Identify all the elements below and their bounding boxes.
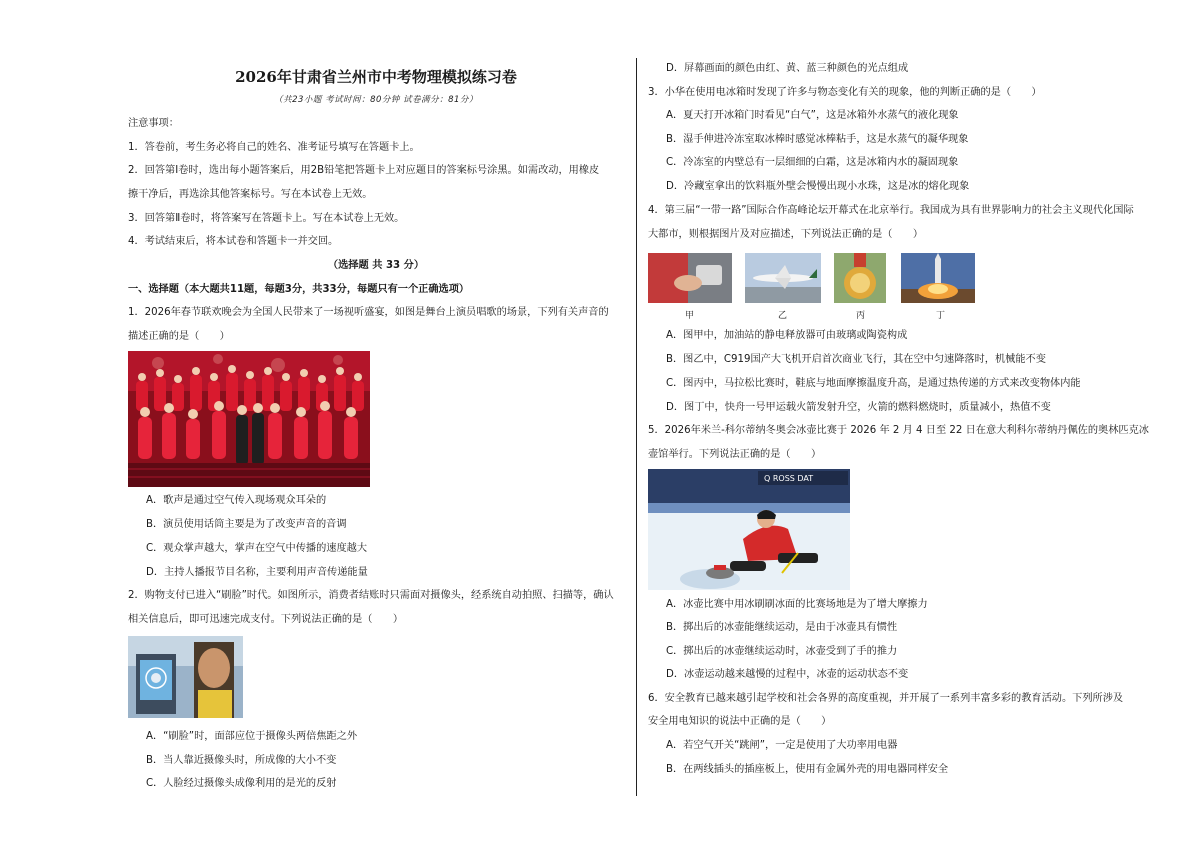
q2-option-d: D．屏幕画面的颜色由红、黄、蓝三种颜色的光点组成: [666, 63, 909, 74]
notice-item: 3．回答第Ⅱ卷时，将答案写在答题卡上。写在本试卷上无效。: [128, 213, 405, 224]
q4-option-a: A．图甲中，加油站的静电释放器可由玻璃或陶瓷构成: [666, 330, 908, 341]
q5-stem: 壶馆举行。下列说法正确的是（ ）: [648, 449, 822, 460]
q5-option-b: B．掷出后的冰壶能继续运动，是由于冰壶具有惯性: [666, 622, 898, 633]
q2-stem: 相关信息后，即可迅速完成支付。下列说法正确的是（ ）: [128, 614, 404, 625]
q4-caption-jia: 甲: [685, 311, 695, 321]
q3-option-b: B．湿手伸进冷冻室取冰棒时感觉冰棒粘手，这是水蒸气的凝华现象: [666, 134, 969, 145]
section-label: （选择题 共 33 分）: [327, 260, 425, 271]
scoreboard-text: Q ROSS DAT: [764, 474, 814, 483]
q4-caption-ding: 丁: [936, 311, 946, 321]
section-heading: 一、选择题（本大题共11题，每题3分，共33分，每题只有一个正确选项）: [128, 284, 470, 295]
notice-item: 2．回答第Ⅰ卷时，选出每小题答案后，用2B铅笔把答题卡上对应题目的答案标号涂黑。如需改动，用橡皮: [128, 165, 600, 176]
q5-option-d: D．冰壶运动越来越慢的过程中，冰壶的运动状态不变: [666, 669, 909, 680]
q5-option-c: C．掷出后的冰壶继续运动时，冰壶受到了手的推力: [666, 646, 898, 657]
q4-caption-yi: 乙: [778, 311, 788, 321]
q1-stem: 1．2026年春节联欢晚会为全国人民带来了一场视听盛宴，如图是舞台上演员唱歌的场景，下列有关声音的: [128, 307, 609, 318]
q5-option-a: A．冰壶比赛中用冰刷刷冰面的比赛场地是为了增大摩擦力: [666, 599, 928, 610]
q3-stem: 3．小华在使用电冰箱时发现了许多与物态变化有关的现象，他的判断正确的是（ ）: [648, 87, 1042, 98]
q2-stem: 2．购物支付已进入“刷脸”时代。如图所示，消费者结账时只需面对摄像头，经系统自动拍照、扫描等，确认: [128, 590, 614, 601]
notice-item: 1．答卷前，考生务必将自己的姓名、准考证号填写在答题卡上。: [128, 142, 420, 153]
notice-item: 擦干净后，再选涂其他答案标号。写在本试卷上无效。: [128, 189, 373, 200]
q2-option-b: B．当人靠近摄像头时，所成像的大小不变: [146, 755, 337, 766]
q4-caption-bing: 丙: [856, 311, 866, 321]
page-title: 2026年甘肃省兰州市中考物理模拟练习卷: [235, 68, 517, 86]
q1-option-a: A．歌声是通过空气传入现场观众耳朵的: [146, 495, 327, 506]
q5-curling-photo: [648, 469, 850, 590]
notice-item: 4．考试结束后，将本试卷和答题卡一并交回。: [128, 236, 339, 247]
q6-stem: 安全用电知识的说法中正确的是（ ）: [648, 716, 832, 727]
q1-option-c: C．观众掌声越大，掌声在空气中传播的速度越大: [146, 543, 368, 554]
column-divider: [636, 58, 637, 796]
q6-stem: 6．安全教育已越来越引起学校和社会各界的高度重视，并开展了一系列丰富多彩的教育活动。下列所涉及: [648, 693, 1124, 704]
q6-option-b: B．在两线插头的插座板上，使用有金属外壳的用电器同样安全: [666, 764, 949, 775]
q2-option-c: C．人脸经过摄像头成像利用的是光的反射: [146, 778, 337, 789]
q1-option-d: D．主持人播报节目名称，主要利用声音传递能量: [146, 567, 368, 578]
q4-option-d: D．图丁中，快舟一号甲运载火箭发射升空，火箭的燃料燃烧时，质量减小，热值不变: [666, 402, 1051, 413]
q1-option-b: B．演员使用话筒主要是为了改变声音的音调: [146, 519, 347, 530]
q4-option-b: B．图乙中，C919国产大飞机开启首次商业飞行，其在空中匀速降落时，机械能不变: [666, 354, 1046, 365]
q6-option-a: A．若空气开关“跳闸”，一定是使用了大功率用电器: [666, 740, 898, 751]
q4-option-c: C．图丙中，马拉松比赛时，鞋底与地面摩擦温度升高，是通过热传递的方式来改变物体内能: [666, 378, 1081, 389]
q4-stem: 大都市，则根据图片及对应描述，下列说法正确的是（ ）: [648, 229, 924, 240]
q4-image-jia: [648, 253, 732, 303]
q4-image-ding: [901, 253, 975, 303]
q2-option-a: A．“刷脸”时，面部应位于摄像头两倍焦距之外: [146, 731, 358, 742]
q3-option-c: C．冷冻室的内壁总有一层细细的白霜，这是冰箱内水的凝固现象: [666, 157, 959, 168]
q1-stage-photo: [128, 351, 370, 487]
notice-heading: 注意事项：: [128, 118, 179, 129]
q5-stem: 5．2026年米兰-科尔蒂纳冬奥会冰壶比赛于 2026 年 2 月 4 日至 22 日在意大利科尔蒂纳丹佩佐的奥林匹克冰: [648, 425, 1149, 436]
q2-face-pay-photo: [128, 636, 243, 718]
q4-stem: 4．第三届“一带一路”国际合作高峰论坛开幕式在北京举行。我国成为具有世界影响力的社会主义现代化国际: [648, 205, 1134, 216]
q4-image-bing: [834, 253, 886, 303]
q3-option-d: D．冷藏室拿出的饮料瓶外壁会慢慢出现小水珠，这是冰的熔化现象: [666, 181, 970, 192]
q3-option-a: A．夏天打开冰箱门时看见“白气”，这是冰箱外水蒸气的液化现象: [666, 110, 959, 121]
q4-image-yi: [745, 253, 821, 303]
q1-stem: 描述正确的是（ ）: [128, 331, 230, 342]
exam-info: （共23小题 考试时间：80分钟 试卷满分：81分）: [274, 95, 478, 105]
